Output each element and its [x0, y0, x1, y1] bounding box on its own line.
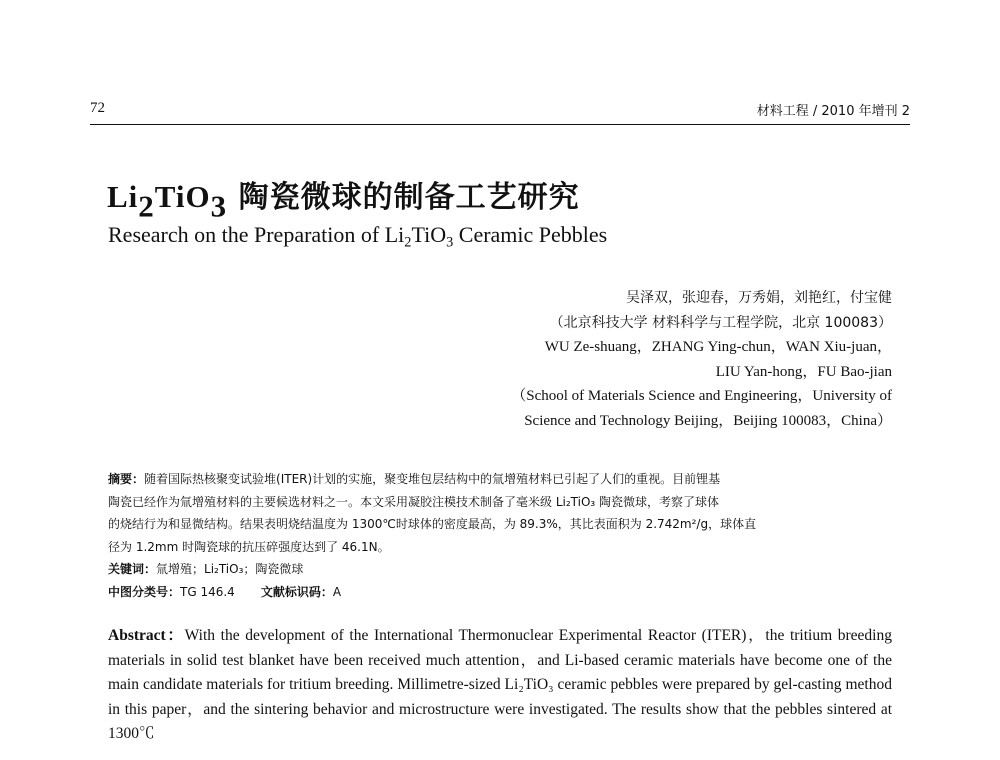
journal-name: 材料工程 / 2010 年增刊 2 [756, 104, 910, 119]
abstract-cn-line: 随着国际热核聚变试验堆(ITER)计划的实施，聚变堆包层结构中的氚增殖材料已引起了人们的重视。目前锂基 [144, 472, 721, 486]
affiliation-chinese: （北京科技大学 材料科学与工程学院，北京 100083） [549, 314, 892, 331]
abstract-english [108, 624, 892, 747]
abstract-chinese [108, 468, 892, 603]
title-chinese: $Li_2TiO_3$ 陶瓷微球的制备工艺研究 [107, 179, 580, 224]
running-header [90, 98, 910, 124]
clc-code: TG 146.4 [180, 584, 235, 599]
abstract-cn-line: 的烧结行为和显微结构。结果表明烧结温度为 1300℃时球体的密度最高，为 89.3%，其比表面积为 2.742m²/g，球体直 [108, 517, 757, 531]
authors-english-line1: WU Ze-shuang，ZHANG Ying-chun，WAN Xiu-juan， [544, 339, 892, 355]
clc-label: 中图分类号： [108, 584, 181, 599]
abstract-cn-line: 陶瓷已经作为氚增殖材料的主要候选材料之一。本文采用凝胶注模技术制备了毫米级 Li₂TiO₃ 陶瓷微球，考察了球体 [108, 494, 720, 509]
abstract-cn-line: 径为 1.2mm 时陶瓷球的抗压碎强度达到了 46.1N。 [108, 539, 390, 554]
title-english: Research on the Preparation of $Li_2TiO_3$ Ceramic Pebbles [108, 222, 608, 251]
author-block [511, 286, 892, 433]
authors-chinese: 吴泽双，张迎春，万秀娟，刘艳红，付宝健 [626, 290, 892, 306]
abstract-cn-label: 摘要： [108, 472, 145, 486]
authors-english-line2: LIU Yan-hong，FU Bao-jian [715, 363, 892, 380]
classification [108, 581, 892, 604]
abstract-en-label: Abstract： [108, 627, 185, 644]
doc-code-label: 文献标识码： [260, 584, 333, 599]
affiliation-english-line1: （School of Materials Science and Engineering，University of [511, 388, 892, 404]
doc-code: A [332, 584, 342, 599]
keywords: 关键词：氚增殖；Li₂TiO₃；陶瓷微球 [108, 562, 304, 576]
affiliation-english-line2: Science and Technology Beijing，Beijing 100083，China） [524, 412, 892, 429]
page-number: 72 [90, 100, 105, 116]
abstract-en-text: With the development of the International Thermonuclear Experimental Reactor (ITER)，the tritium breeding materials in solid test blanket have been received much attention，and Li-based ceramic materials have become one of the main candidate materials for tritium breeding. Millimetre-sized Li₂TiO₃ ceramic pebbles were prepared by gel-casting method in this paper，and the sintering behavior and microstructure were investigated. The results show that the pebbles sintered at 1300℃ [108, 627, 892, 743]
header-rule [90, 124, 910, 125]
